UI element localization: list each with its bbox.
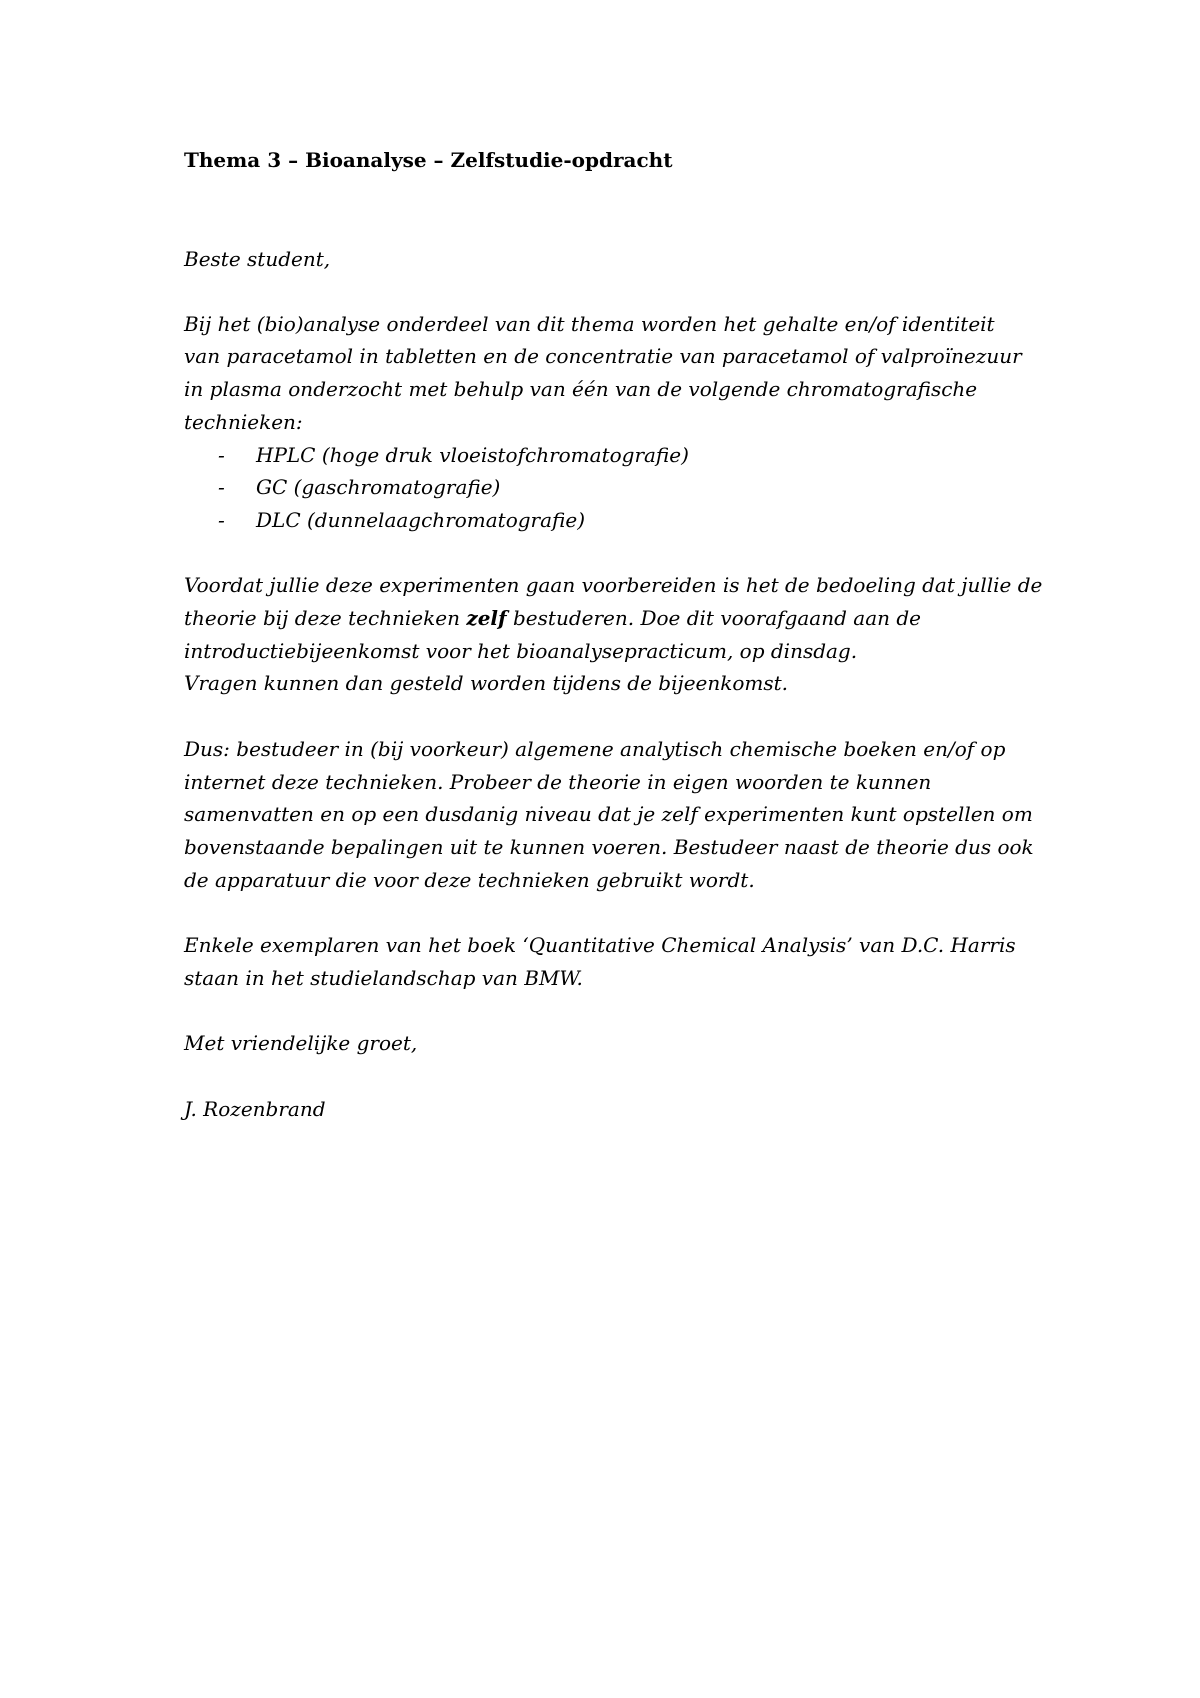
- paragraph-preparation: [184, 569, 1064, 700]
- signature: J. Rozenbrand: [184, 1096, 326, 1121]
- document-title: Thema 3 – Bioanalyse – Zelfstudie-opdracht: [184, 148, 673, 172]
- list-item: [184, 504, 1064, 537]
- salutation: Beste student,: [184, 247, 331, 271]
- paragraph-line: bovenstaande bepalingen uit te kunnen voeren. Bestudeer naast de theorie dus ook: [184, 834, 1034, 859]
- paragraph-line: Voordat jullie deze experimenten gaan voorbereiden is het de bedoeling dat jullie de: [184, 573, 1043, 598]
- closing: Met vriendelijke groet,: [184, 1031, 418, 1056]
- intro-line: Bij het (bio)analyse onderdeel van dit thema worden het gehalte en/of identiteit: [184, 311, 995, 336]
- paragraph-line: internet deze technieken. Probeer de theorie in eigen woorden te kunnen: [184, 769, 932, 794]
- list-item: [184, 471, 1064, 504]
- emphasis-zelf: zelf: [466, 606, 507, 631]
- list-marker: -: [218, 442, 225, 467]
- paragraph-line: Dus: bestudeer in (bij voorkeur) algemene analytisch chemische boeken en/of op: [184, 736, 1006, 761]
- text-run: theorie bij deze technieken: [184, 606, 467, 631]
- list-marker: -: [218, 475, 225, 500]
- intro-paragraph: [184, 308, 1064, 537]
- paragraph-line: de apparatuur die voor deze technieken gebruikt wordt.: [184, 867, 755, 892]
- paragraph-book: [184, 929, 1064, 994]
- list-item-text: GC (gaschromatografie): [256, 475, 501, 500]
- list-item-text: DLC (dunnelaagchromatografie): [256, 507, 586, 532]
- text-run: bestuderen. Doe dit voorafgaand aan de: [506, 606, 921, 631]
- paragraph-line: staan in het studielandschap van BMW.: [184, 965, 583, 990]
- paragraph-study: [184, 733, 1064, 897]
- paragraph-line: introductiebijeenkomst voor het bioanalysepracticum, op dinsdag.: [184, 638, 858, 663]
- intro-line: van paracetamol in tabletten en de concentratie van paracetamol of valproïnezuur: [184, 344, 1022, 369]
- intro-line: in plasma onderzocht met behulp van één van de volgende chromatografische: [184, 377, 978, 402]
- paragraph-line: Enkele exemplaren van het boek ‘Quantitative Chemical Analysis’ van D.C. Harris: [184, 933, 1016, 958]
- document-page: [184, 140, 1064, 1125]
- techniques-list: [184, 439, 1064, 537]
- list-item-text: HPLC (hoge druk vloeistofchromatografie): [256, 442, 689, 467]
- list-marker: -: [218, 507, 225, 532]
- intro-line: technieken:: [184, 409, 303, 434]
- paragraph-line: [184, 602, 1064, 635]
- paragraph-line: Vragen kunnen dan gesteld worden tijdens de bijeenkomst.: [184, 671, 789, 696]
- list-item: [184, 439, 1064, 472]
- paragraph-line: samenvatten en op een dusdanig niveau dat je zelf experimenten kunt opstellen om: [184, 802, 1033, 827]
